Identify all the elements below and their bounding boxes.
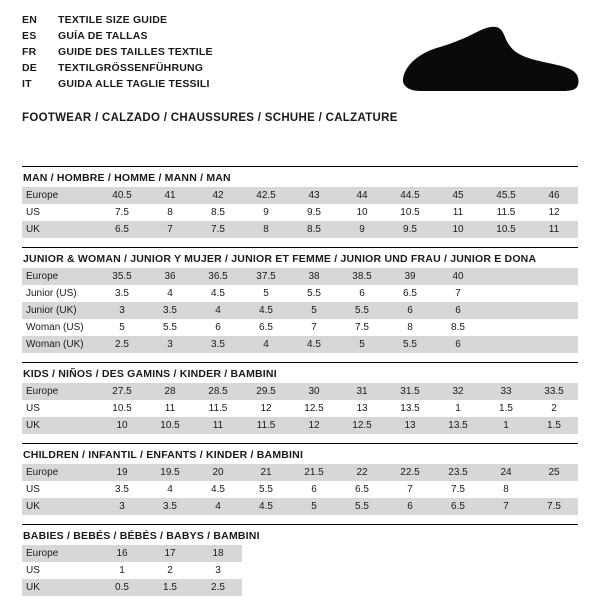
table-row [22,481,578,498]
cell [482,268,530,285]
cell: 11.5 [242,417,290,434]
cell-empty [482,545,530,562]
cell: 11.5 [482,204,530,221]
cell: 3.5 [98,285,146,302]
section-junior-woman [22,247,578,353]
cell: 12 [290,417,338,434]
section-divider [22,247,578,248]
cell: 3.5 [146,302,194,319]
footwear-category-title: FOOTWEAR / CALZADO / CHAUSSURES / SCHUHE / CALZATURE [22,112,398,124]
cell: 13 [338,400,386,417]
cell: 4.5 [194,285,242,302]
row-label: Europe [22,187,98,204]
cell: 27.5 [98,383,146,400]
table-row [22,383,578,400]
cell: 22 [338,464,386,481]
cell: 46 [530,187,578,204]
cell: 1 [482,417,530,434]
cell: 7 [434,285,482,302]
cell: 5.5 [290,285,338,302]
cell: 21 [242,464,290,481]
cell: 8 [386,319,434,336]
cell: 19 [98,464,146,481]
size-table-junior-woman [22,268,578,353]
cell-empty [482,562,530,579]
cell: 31 [338,383,386,400]
row-label: US [22,204,98,221]
cell: 11 [530,221,578,238]
section-divider [22,524,578,525]
cell: 5 [290,302,338,319]
row-label: UK [22,221,98,238]
cell: 41 [146,187,194,204]
cell: 9.5 [290,204,338,221]
cell: 33.5 [530,383,578,400]
cell: 11 [434,204,482,221]
language-title-list [22,14,213,94]
cell: 11 [146,400,194,417]
cell [530,336,578,353]
table-row [22,187,578,204]
row-label: US [22,562,98,579]
section-title: CHILDREN / INFANTIL / ENFANTS / KINDER / BAMBINI [23,449,304,461]
cell: 36.5 [194,268,242,285]
row-label: Europe [22,545,98,562]
section-kids [22,362,578,434]
cell: 28 [146,383,194,400]
cell: 20 [194,464,242,481]
cell: 6 [338,285,386,302]
cell: 3.5 [194,336,242,353]
cell: 38 [290,268,338,285]
cell: 23.5 [434,464,482,481]
cell: 2.5 [98,336,146,353]
row-label: Woman (UK) [22,336,98,353]
language-code: FR [22,46,37,58]
cell: 31.5 [386,383,434,400]
cell: 19.5 [146,464,194,481]
section-babies [22,524,578,596]
cell: 2 [530,400,578,417]
table-row [22,464,578,481]
cell: 2 [146,562,194,579]
cell: 22.5 [386,464,434,481]
language-label: GUÍA DE TALLAS [58,30,148,42]
cell: 40 [434,268,482,285]
cell [530,285,578,302]
cell: 5 [98,319,146,336]
cell: 10.5 [482,221,530,238]
cell-empty [434,579,482,596]
language-row [22,62,213,78]
cell: 5 [338,336,386,353]
cell: 6 [290,481,338,498]
section-title: JUNIOR & WOMAN / JUNIOR Y MUJER / JUNIOR ET FEMME / JUNIOR UND FRAU / JUNIOR E DONA [23,253,537,265]
cell: 12 [242,400,290,417]
cell: 25 [530,464,578,481]
cell: 44 [338,187,386,204]
cell: 7 [386,481,434,498]
size-table-kids [22,383,578,434]
cell: 3 [146,336,194,353]
cell: 45.5 [482,187,530,204]
cell-empty [434,545,482,562]
row-label: UK [22,498,98,515]
cell: 40.5 [98,187,146,204]
cell: 39 [386,268,434,285]
table-row [22,545,578,562]
cell [530,302,578,319]
cell: 29.5 [242,383,290,400]
cell: 24 [482,464,530,481]
cell-empty [242,579,290,596]
cell: 7 [290,319,338,336]
size-table-babies [22,545,578,596]
cell: 13 [386,417,434,434]
cell: 8 [242,221,290,238]
cell: 7.5 [194,221,242,238]
cell: 7.5 [530,498,578,515]
cell: 7.5 [434,481,482,498]
cell: 9 [242,204,290,221]
cell [530,481,578,498]
cell: 4 [146,481,194,498]
section-title: MAN / HOMBRE / HOMME / MANN / MAN [23,172,231,184]
table-row [22,400,578,417]
language-row [22,30,213,46]
language-label: TEXTILGRÖSSENFÜHRUNG [58,62,204,74]
section-title: BABIES / BEBÉS / BÉBÉS / BABYS / BAMBINI [23,530,260,542]
cell: 45 [434,187,482,204]
cell: 1.5 [530,417,578,434]
cell: 6.5 [242,319,290,336]
cell: 10.5 [146,417,194,434]
language-code: IT [22,78,32,90]
cell: 8.5 [290,221,338,238]
language-title-rows [22,14,213,94]
cell: 9 [338,221,386,238]
cell: 6 [386,302,434,319]
cell: 6 [434,302,482,319]
cell: 35.5 [98,268,146,285]
cell-empty [386,545,434,562]
language-label: TEXTILE SIZE GUIDE [58,14,168,26]
cell: 9.5 [386,221,434,238]
cell-empty [530,579,578,596]
cell: 6.5 [386,285,434,302]
cell: 10 [338,204,386,221]
language-row [22,46,213,62]
table-row [22,285,578,302]
cell: 3 [98,302,146,319]
cell-empty [338,545,386,562]
cell: 36 [146,268,194,285]
dress-shoe-silhouette-icon [395,24,580,99]
cell-empty [290,562,338,579]
cell: 6.5 [98,221,146,238]
section-title: KIDS / NIÑOS / DES GAMINS / KINDER / BAMBINI [23,368,277,380]
cell: 38.5 [338,268,386,285]
row-label: Woman (US) [22,319,98,336]
cell: 6.5 [434,498,482,515]
cell: 4.5 [194,481,242,498]
cell-empty [242,545,290,562]
cell: 12 [530,204,578,221]
cell: 4.5 [242,302,290,319]
cell: 44.5 [386,187,434,204]
size-sections [22,166,578,600]
cell: 0.5 [98,579,146,596]
section-divider [22,166,578,167]
language-label: GUIDE DES TAILLES TEXTILE [58,46,213,58]
cell: 33 [482,383,530,400]
cell: 5.5 [242,481,290,498]
cell: 6 [386,498,434,515]
cell: 30 [290,383,338,400]
cell: 16 [98,545,146,562]
cell [482,302,530,319]
table-row [22,268,578,285]
cell: 4 [194,302,242,319]
cell: 4 [242,336,290,353]
cell: 28.5 [194,383,242,400]
cell: 10 [98,417,146,434]
cell [482,319,530,336]
cell: 8.5 [194,204,242,221]
language-label: GUIDA ALLE TAGLIE TESSILI [58,78,210,90]
cell: 17 [146,545,194,562]
cell-empty [290,579,338,596]
cell: 4.5 [290,336,338,353]
cell: 43 [290,187,338,204]
cell: 13.5 [386,400,434,417]
cell: 10 [434,221,482,238]
language-code: ES [22,30,37,42]
cell: 5.5 [338,498,386,515]
cell: 10.5 [386,204,434,221]
row-label: US [22,481,98,498]
cell: 2.5 [194,579,242,596]
cell: 1.5 [146,579,194,596]
cell: 6 [194,319,242,336]
cell [530,268,578,285]
cell-empty [386,579,434,596]
cell: 7 [482,498,530,515]
row-label: UK [22,579,98,596]
size-table-children [22,464,578,515]
cell-empty [386,562,434,579]
cell: 7.5 [98,204,146,221]
row-label: Europe [22,383,98,400]
cell-empty [338,562,386,579]
cell: 8.5 [434,319,482,336]
cell [482,336,530,353]
cell: 5 [290,498,338,515]
cell-empty [290,545,338,562]
table-row [22,221,578,238]
size-table-man [22,187,578,238]
cell: 13.5 [434,417,482,434]
cell: 3 [98,498,146,515]
row-label: Europe [22,464,98,481]
cell [530,319,578,336]
section-divider [22,443,578,444]
cell: 7.5 [338,319,386,336]
cell: 1.5 [482,400,530,417]
cell: 10.5 [98,400,146,417]
row-label: Junior (US) [22,285,98,302]
cell: 4.5 [242,498,290,515]
cell: 12.5 [290,400,338,417]
cell: 5.5 [146,319,194,336]
cell: 1 [434,400,482,417]
row-label: Europe [22,268,98,285]
cell: 4 [146,285,194,302]
table-row [22,336,578,353]
language-row [22,78,213,94]
cell: 8 [482,481,530,498]
cell: 37.5 [242,268,290,285]
cell: 7 [146,221,194,238]
language-row [22,14,213,30]
cell: 3.5 [98,481,146,498]
table-row [22,302,578,319]
cell: 3 [194,562,242,579]
cell: 11 [194,417,242,434]
cell: 5.5 [386,336,434,353]
table-row [22,562,578,579]
cell-empty [530,562,578,579]
language-code: EN [22,14,37,26]
cell: 3.5 [146,498,194,515]
cell: 4 [194,498,242,515]
table-row [22,319,578,336]
table-row [22,204,578,221]
cell [482,285,530,302]
cell: 6.5 [338,481,386,498]
cell-empty [242,562,290,579]
cell: 1 [98,562,146,579]
cell: 6 [434,336,482,353]
cell: 42.5 [242,187,290,204]
cell: 8 [146,204,194,221]
cell-empty [482,579,530,596]
cell-empty [338,579,386,596]
language-code: DE [22,62,37,74]
section-divider [22,362,578,363]
row-label: US [22,400,98,417]
cell: 5 [242,285,290,302]
row-label: UK [22,417,98,434]
cell: 21.5 [290,464,338,481]
cell: 11.5 [194,400,242,417]
table-row [22,417,578,434]
table-row [22,579,578,596]
section-children [22,443,578,515]
row-label: Junior (UK) [22,302,98,319]
cell: 12.5 [338,417,386,434]
cell: 18 [194,545,242,562]
cell: 5.5 [338,302,386,319]
table-row [22,498,578,515]
cell-empty [434,562,482,579]
section-man [22,166,578,238]
cell: 42 [194,187,242,204]
cell: 32 [434,383,482,400]
cell-empty [530,545,578,562]
